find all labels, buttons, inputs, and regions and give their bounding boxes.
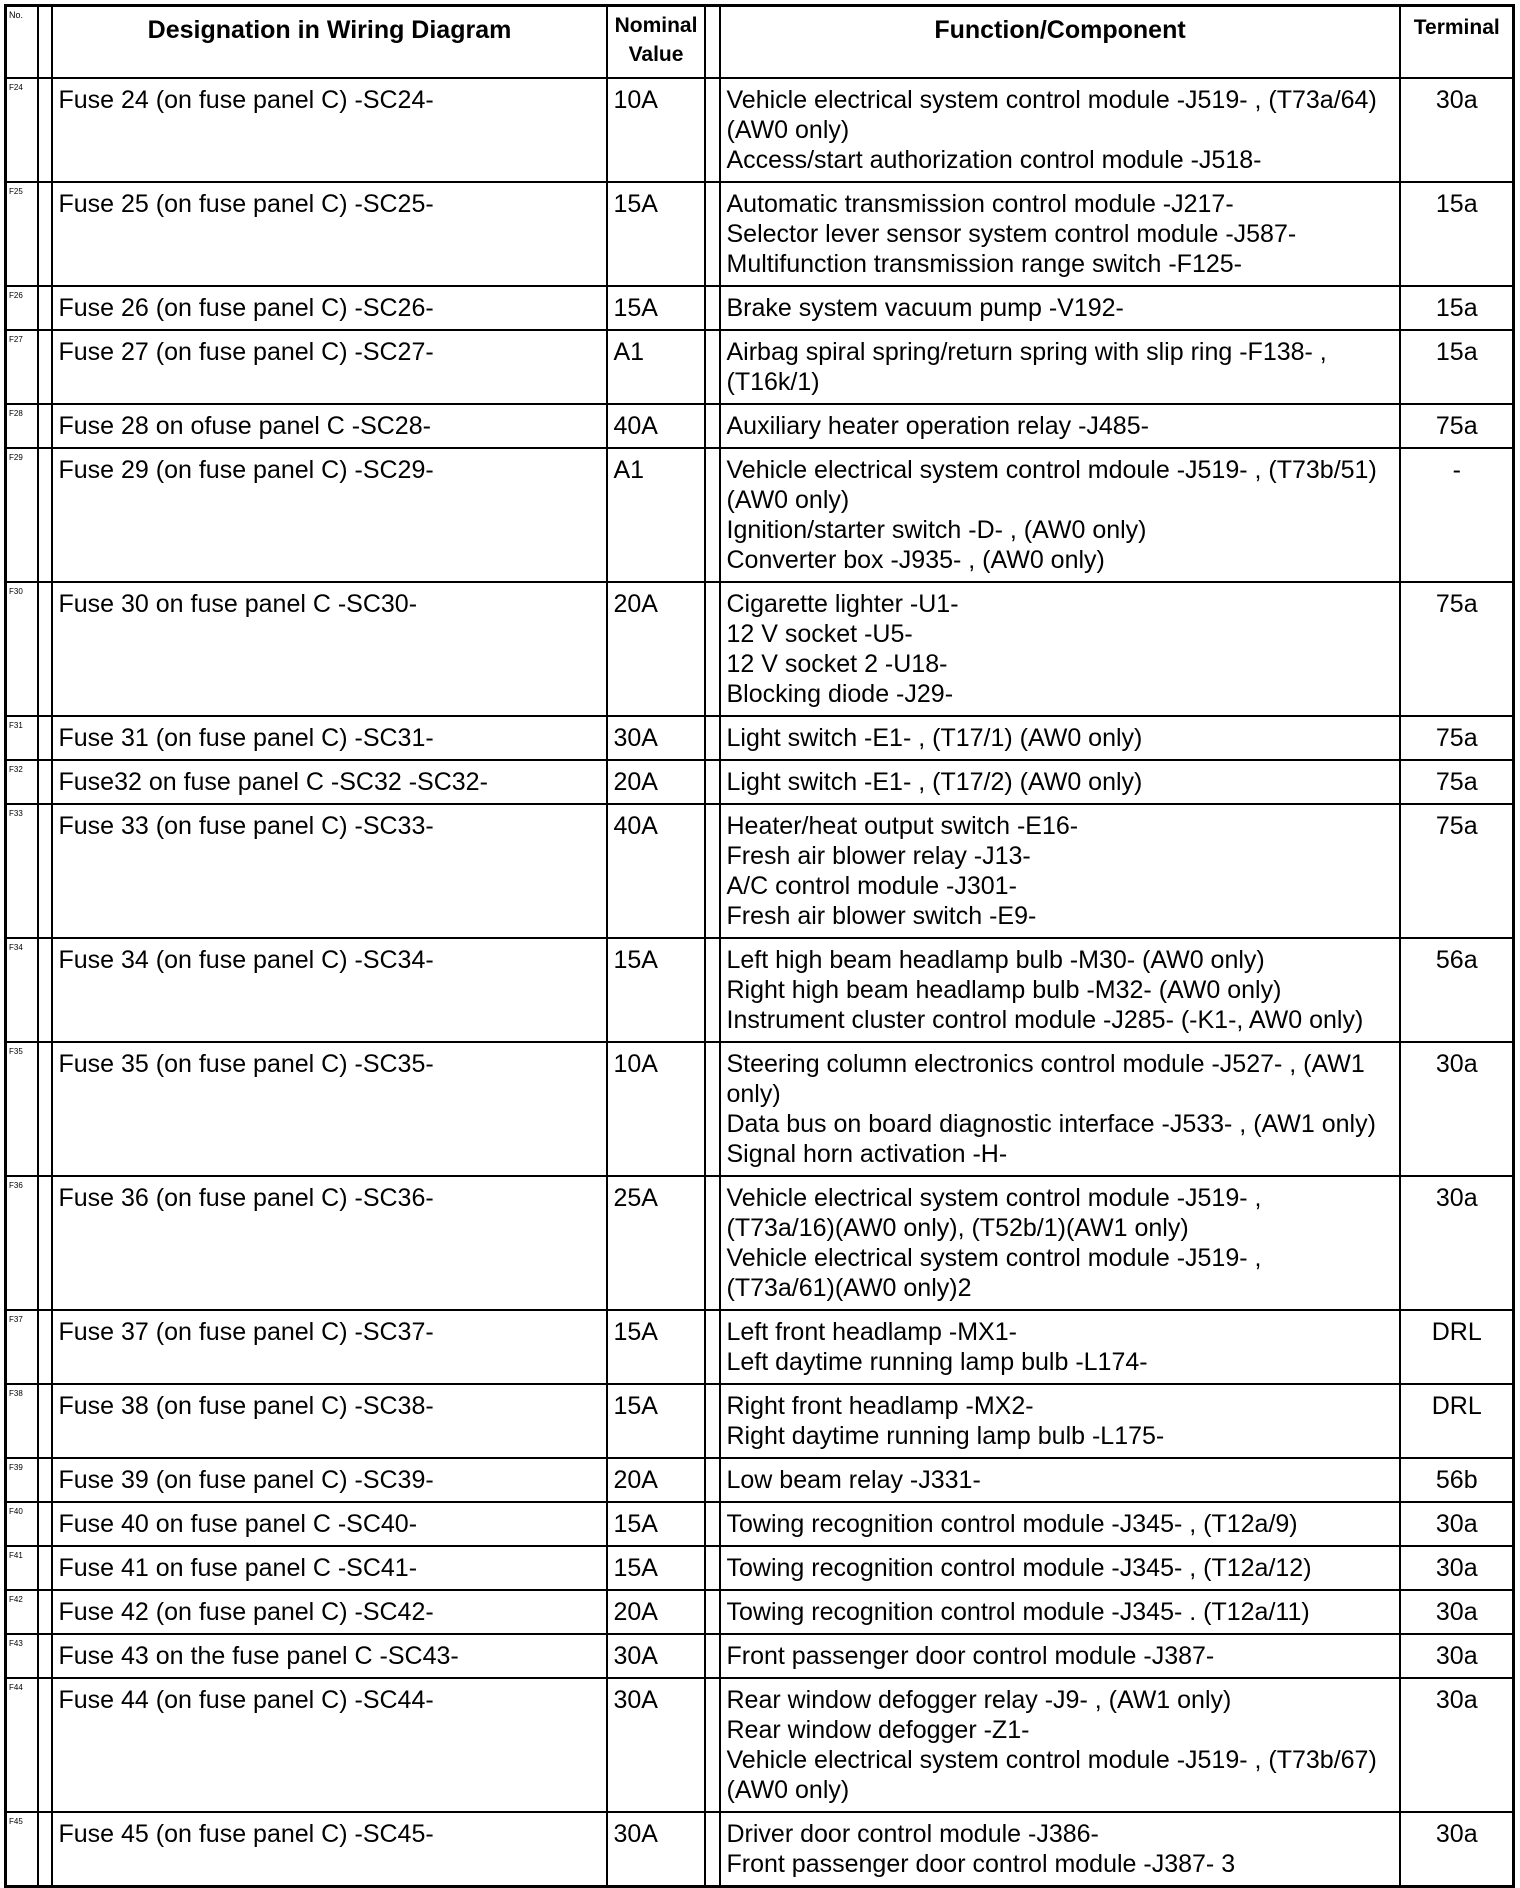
- cell-blank-1: [38, 1634, 52, 1678]
- table-row: [6, 286, 1514, 330]
- function-line: Auxiliary heater operation relay -J485-: [726, 412, 1149, 440]
- function-line: A/C control module -J301-: [726, 872, 1017, 900]
- cell-nominal-value: 30A: [607, 1634, 705, 1678]
- cell-designation: Fuse 31 (on fuse panel C) -SC31-: [52, 716, 607, 760]
- cell-fuse-number: F25: [6, 182, 38, 286]
- function-line: (T73a/16)(AW0 only), (T52b/1)(AW1 only): [726, 1214, 1189, 1242]
- cell-nominal-value: 15A: [607, 1310, 705, 1384]
- cell-blank-1: [38, 716, 52, 760]
- cell-nominal-value: 10A: [607, 78, 705, 182]
- cell-blank-1: [38, 1384, 52, 1458]
- function-line: Right front headlamp -MX2-: [726, 1392, 1034, 1420]
- header-no: No.: [6, 6, 38, 79]
- cell-terminal: 15a: [1400, 286, 1514, 330]
- cell-nominal-value: 40A: [607, 404, 705, 448]
- cell-nominal-value: 10A: [607, 1042, 705, 1176]
- cell-blank-2: [705, 404, 720, 448]
- cell-blank-2: [705, 938, 720, 1042]
- function-line: Ignition/starter switch -D- , (AW0 only): [726, 516, 1147, 544]
- cell-fuse-number: F45: [6, 1812, 38, 1887]
- cell-blank-2: [705, 1458, 720, 1502]
- function-line: Vehicle electrical system control module -J519- , (T73a/64): [726, 86, 1377, 114]
- function-line: Light switch -E1- , (T17/2) (AW0 only): [726, 768, 1143, 796]
- function-line: Access/start authorization control module -J518-: [726, 146, 1262, 174]
- cell-designation: Fuse 33 (on fuse panel C) -SC33-: [52, 804, 607, 938]
- function-line: Vehicle electrical system control mdoule -J519- , (T73b/51): [726, 456, 1377, 484]
- table-row: [6, 1812, 1514, 1887]
- function-line: Heater/heat output switch -E16-: [726, 812, 1079, 840]
- cell-function: [720, 78, 1400, 182]
- cell-blank-1: [38, 404, 52, 448]
- table-row: [6, 1546, 1514, 1590]
- table-row: [6, 448, 1514, 582]
- cell-designation: Fuse 44 (on fuse panel C) -SC44-: [52, 1678, 607, 1812]
- function-line: only): [726, 1080, 781, 1108]
- function-line: Low beam relay -J331-: [726, 1466, 981, 1494]
- cell-function: [720, 1502, 1400, 1546]
- cell-terminal: 56b: [1400, 1458, 1514, 1502]
- cell-terminal: 30a: [1400, 1502, 1514, 1546]
- cell-blank-2: [705, 716, 720, 760]
- cell-designation: Fuse 27 (on fuse panel C) -SC27-: [52, 330, 607, 404]
- function-line: Blocking diode -J29-: [726, 680, 954, 708]
- cell-terminal: DRL: [1400, 1384, 1514, 1458]
- cell-blank-2: [705, 1176, 720, 1310]
- cell-terminal: 30a: [1400, 1678, 1514, 1812]
- function-line: Multifunction transmission range switch -F125-: [726, 250, 1242, 278]
- cell-terminal: 30a: [1400, 1812, 1514, 1887]
- function-line: Right daytime running lamp bulb -L175-: [726, 1422, 1165, 1450]
- cell-blank-1: [38, 1502, 52, 1546]
- cell-nominal-value: 30A: [607, 1812, 705, 1887]
- cell-function: [720, 330, 1400, 404]
- cell-fuse-number: F39: [6, 1458, 38, 1502]
- cell-function: [720, 1678, 1400, 1812]
- cell-blank-1: [38, 1546, 52, 1590]
- function-line: Light switch -E1- , (T17/1) (AW0 only): [726, 724, 1143, 752]
- cell-function: [720, 1812, 1400, 1887]
- cell-function: [720, 582, 1400, 716]
- cell-function: [720, 1458, 1400, 1502]
- cell-fuse-number: F32: [6, 760, 38, 804]
- cell-fuse-number: F27: [6, 330, 38, 404]
- cell-fuse-number: F36: [6, 1176, 38, 1310]
- header-blank-2: [705, 6, 720, 79]
- cell-function: [720, 1546, 1400, 1590]
- cell-terminal: 30a: [1400, 78, 1514, 182]
- table-row: [6, 1502, 1514, 1546]
- cell-nominal-value: 25A: [607, 1176, 705, 1310]
- cell-blank-2: [705, 78, 720, 182]
- cell-blank-2: [705, 760, 720, 804]
- cell-terminal: 15a: [1400, 330, 1514, 404]
- cell-fuse-number: F43: [6, 1634, 38, 1678]
- cell-blank-2: [705, 1546, 720, 1590]
- fuse-table-page: [4, 4, 1512, 1878]
- cell-designation: Fuse 41 on fuse panel C -SC41-: [52, 1546, 607, 1590]
- table-row: [6, 78, 1514, 182]
- header-nominal-line-2: Value: [628, 43, 684, 66]
- table-row: [6, 1590, 1514, 1634]
- cell-designation: Fuse 28 on ofuse panel C -SC28-: [52, 404, 607, 448]
- table-row: [6, 182, 1514, 286]
- cell-function: [720, 1176, 1400, 1310]
- cell-terminal: 15a: [1400, 182, 1514, 286]
- cell-nominal-value: A1: [607, 448, 705, 582]
- cell-nominal-value: 15A: [607, 286, 705, 330]
- cell-blank-2: [705, 804, 720, 938]
- cell-nominal-value: A1: [607, 330, 705, 404]
- function-line: Airbag spiral spring/return spring with slip ring -F138- ,: [726, 338, 1327, 366]
- cell-function: [720, 286, 1400, 330]
- cell-fuse-number: F31: [6, 716, 38, 760]
- cell-designation: Fuse 29 (on fuse panel C) -SC29-: [52, 448, 607, 582]
- header-nominal-line-1: Nominal: [614, 14, 698, 37]
- cell-designation: Fuse 24 (on fuse panel C) -SC24-: [52, 78, 607, 182]
- function-line: (AW0 only): [726, 1776, 850, 1804]
- cell-designation: Fuse 36 (on fuse panel C) -SC36-: [52, 1176, 607, 1310]
- cell-designation: Fuse 25 (on fuse panel C) -SC25-: [52, 182, 607, 286]
- cell-nominal-value: 15A: [607, 182, 705, 286]
- cell-blank-2: [705, 1310, 720, 1384]
- cell-blank-1: [38, 1812, 52, 1887]
- table-row: [6, 716, 1514, 760]
- cell-nominal-value: 40A: [607, 804, 705, 938]
- cell-blank-1: [38, 938, 52, 1042]
- cell-designation: Fuse 26 (on fuse panel C) -SC26-: [52, 286, 607, 330]
- cell-nominal-value: 15A: [607, 1546, 705, 1590]
- function-line: Selector lever sensor system control module -J587-: [726, 220, 1297, 248]
- cell-terminal: 30a: [1400, 1634, 1514, 1678]
- cell-nominal-value: 20A: [607, 760, 705, 804]
- cell-function: [720, 1634, 1400, 1678]
- cell-blank-1: [38, 78, 52, 182]
- function-line: Vehicle electrical system control module -J519- ,: [726, 1184, 1262, 1212]
- cell-terminal: 30a: [1400, 1176, 1514, 1310]
- function-line: Front passenger door control module -J387- 3: [726, 1850, 1236, 1878]
- function-line: Automatic transmission control module -J217-: [726, 190, 1234, 218]
- cell-fuse-number: F28: [6, 404, 38, 448]
- cell-terminal: 30a: [1400, 1590, 1514, 1634]
- table-row: [6, 1042, 1514, 1176]
- cell-blank-1: [38, 330, 52, 404]
- function-line: Rear window defogger relay -J9- , (AW1 only): [726, 1686, 1232, 1714]
- cell-nominal-value: 30A: [607, 716, 705, 760]
- cell-fuse-number: F37: [6, 1310, 38, 1384]
- cell-fuse-number: F38: [6, 1384, 38, 1458]
- function-line: Left daytime running lamp bulb -L174-: [726, 1348, 1148, 1376]
- cell-fuse-number: F29: [6, 448, 38, 582]
- table-row: [6, 1310, 1514, 1384]
- cell-blank-2: [705, 1590, 720, 1634]
- cell-function: [720, 760, 1400, 804]
- cell-fuse-number: F26: [6, 286, 38, 330]
- function-line: Driver door control module -J386-: [726, 1820, 1099, 1848]
- cell-designation: Fuse 37 (on fuse panel C) -SC37-: [52, 1310, 607, 1384]
- cell-function: [720, 938, 1400, 1042]
- cell-terminal: 75a: [1400, 716, 1514, 760]
- table-row: [6, 804, 1514, 938]
- function-line: (T73a/61)(AW0 only)2: [726, 1274, 972, 1302]
- cell-blank-2: [705, 1812, 720, 1887]
- function-line: Towing recognition control module -J345- , (T12a/9): [726, 1510, 1298, 1538]
- cell-terminal: 30a: [1400, 1546, 1514, 1590]
- cell-terminal: 75a: [1400, 582, 1514, 716]
- cell-function: [720, 1590, 1400, 1634]
- header-terminal: Terminal: [1400, 6, 1514, 79]
- cell-fuse-number: F34: [6, 938, 38, 1042]
- cell-blank-1: [38, 286, 52, 330]
- cell-blank-1: [38, 1458, 52, 1502]
- cell-nominal-value: 15A: [607, 1502, 705, 1546]
- cell-fuse-number: F40: [6, 1502, 38, 1546]
- function-line: (T16k/1): [726, 368, 820, 396]
- cell-blank-2: [705, 330, 720, 404]
- cell-designation: Fuse 42 (on fuse panel C) -SC42-: [52, 1590, 607, 1634]
- cell-nominal-value: 30A: [607, 1678, 705, 1812]
- function-line: Vehicle electrical system control module -J519- ,: [726, 1244, 1262, 1272]
- cell-blank-2: [705, 448, 720, 582]
- cell-blank-1: [38, 1310, 52, 1384]
- cell-designation: Fuse 45 (on fuse panel C) -SC45-: [52, 1812, 607, 1887]
- header-blank-1: [38, 6, 52, 79]
- cell-nominal-value: 15A: [607, 1384, 705, 1458]
- cell-nominal-value: 20A: [607, 1590, 705, 1634]
- cell-nominal-value: 20A: [607, 582, 705, 716]
- table-row: [6, 1678, 1514, 1812]
- header-nominal-value: [607, 6, 705, 79]
- cell-fuse-number: F41: [6, 1546, 38, 1590]
- cell-function: [720, 1042, 1400, 1176]
- cell-designation: Fuse 35 (on fuse panel C) -SC35-: [52, 1042, 607, 1176]
- cell-function: [720, 804, 1400, 938]
- cell-blank-1: [38, 1042, 52, 1176]
- cell-function: [720, 1310, 1400, 1384]
- cell-blank-2: [705, 1384, 720, 1458]
- function-line: Data bus on board diagnostic interface -J533- , (AW1 only): [726, 1110, 1376, 1138]
- cell-blank-1: [38, 1590, 52, 1634]
- cell-function: [720, 1384, 1400, 1458]
- cell-blank-2: [705, 1042, 720, 1176]
- function-line: Rear window defogger -Z1-: [726, 1716, 1030, 1744]
- cell-blank-1: [38, 1678, 52, 1812]
- cell-terminal: 75a: [1400, 760, 1514, 804]
- cell-function: [720, 182, 1400, 286]
- cell-blank-1: [38, 582, 52, 716]
- function-line: Steering column electronics control module -J527- , (AW1: [726, 1050, 1365, 1078]
- cell-fuse-number: F30: [6, 582, 38, 716]
- cell-fuse-number: F44: [6, 1678, 38, 1812]
- cell-function: [720, 716, 1400, 760]
- function-line: 12 V socket -U5-: [726, 620, 913, 648]
- table-row: [6, 330, 1514, 404]
- function-line: (AW0 only): [726, 486, 850, 514]
- cell-blank-2: [705, 286, 720, 330]
- function-line: Left front headlamp -MX1-: [726, 1318, 1017, 1346]
- table-row: [6, 760, 1514, 804]
- cell-blank-2: [705, 582, 720, 716]
- cell-function: [720, 404, 1400, 448]
- function-line: 12 V socket 2 -U18-: [726, 650, 948, 678]
- function-line: (AW0 only): [726, 116, 850, 144]
- cell-designation: Fuse 34 (on fuse panel C) -SC34-: [52, 938, 607, 1042]
- function-line: Front passenger door control module -J387-: [726, 1642, 1215, 1670]
- function-line: Instrument cluster control module -J285- (-K1-, AW0 only): [726, 1006, 1364, 1034]
- cell-designation: Fuse32 on fuse panel C -SC32 -SC32-: [52, 760, 607, 804]
- cell-designation: Fuse 39 (on fuse panel C) -SC39-: [52, 1458, 607, 1502]
- function-line: Fresh air blower relay -J13-: [726, 842, 1031, 870]
- function-line: Fresh air blower switch -E9-: [726, 902, 1037, 930]
- function-line: Signal horn activation -H-: [726, 1140, 1008, 1168]
- cell-blank-1: [38, 182, 52, 286]
- table-row: [6, 582, 1514, 716]
- cell-fuse-number: F42: [6, 1590, 38, 1634]
- cell-blank-2: [705, 1502, 720, 1546]
- function-line: Brake system vacuum pump -V192-: [726, 294, 1124, 322]
- cell-designation: Fuse 38 (on fuse panel C) -SC38-: [52, 1384, 607, 1458]
- function-line: Towing recognition control module -J345- , (T12a/12): [726, 1554, 1312, 1582]
- cell-blank-2: [705, 1678, 720, 1812]
- table-row: [6, 938, 1514, 1042]
- cell-terminal: 56a: [1400, 938, 1514, 1042]
- cell-blank-2: [705, 1634, 720, 1678]
- cell-blank-1: [38, 448, 52, 582]
- cell-terminal: 75a: [1400, 404, 1514, 448]
- cell-terminal: 75a: [1400, 804, 1514, 938]
- cell-designation: Fuse 40 on fuse panel C -SC40-: [52, 1502, 607, 1546]
- table-row: [6, 404, 1514, 448]
- fuse-table: [4, 4, 1515, 1888]
- function-line: Cigarette lighter -U1-: [726, 590, 959, 618]
- cell-nominal-value: 20A: [607, 1458, 705, 1502]
- cell-nominal-value: 15A: [607, 938, 705, 1042]
- function-line: Converter box -J935- , (AW0 only): [726, 546, 1105, 574]
- header-function: Function/Component: [720, 6, 1400, 79]
- function-line: Right high beam headlamp bulb -M32- (AW0 only): [726, 976, 1282, 1004]
- table-row: [6, 1634, 1514, 1678]
- header-row: [6, 6, 1514, 79]
- cell-designation: Fuse 43 on the fuse panel C -SC43-: [52, 1634, 607, 1678]
- function-line: Towing recognition control module -J345- . (T12a/11): [726, 1598, 1310, 1626]
- cell-terminal: DRL: [1400, 1310, 1514, 1384]
- cell-blank-1: [38, 804, 52, 938]
- cell-blank-1: [38, 760, 52, 804]
- cell-terminal: 30a: [1400, 1042, 1514, 1176]
- function-line: Left high beam headlamp bulb -M30- (AW0 only): [726, 946, 1265, 974]
- function-line: Vehicle electrical system control module -J519- , (T73b/67): [726, 1746, 1377, 1774]
- cell-fuse-number: F33: [6, 804, 38, 938]
- cell-fuse-number: F35: [6, 1042, 38, 1176]
- table-row: [6, 1384, 1514, 1458]
- cell-function: [720, 448, 1400, 582]
- header-designation: Designation in Wiring Diagram: [52, 6, 607, 79]
- table-row: [6, 1176, 1514, 1310]
- cell-fuse-number: F24: [6, 78, 38, 182]
- cell-blank-2: [705, 182, 720, 286]
- cell-blank-1: [38, 1176, 52, 1310]
- cell-designation: Fuse 30 on fuse panel C -SC30-: [52, 582, 607, 716]
- table-row: [6, 1458, 1514, 1502]
- cell-terminal: -: [1400, 448, 1514, 582]
